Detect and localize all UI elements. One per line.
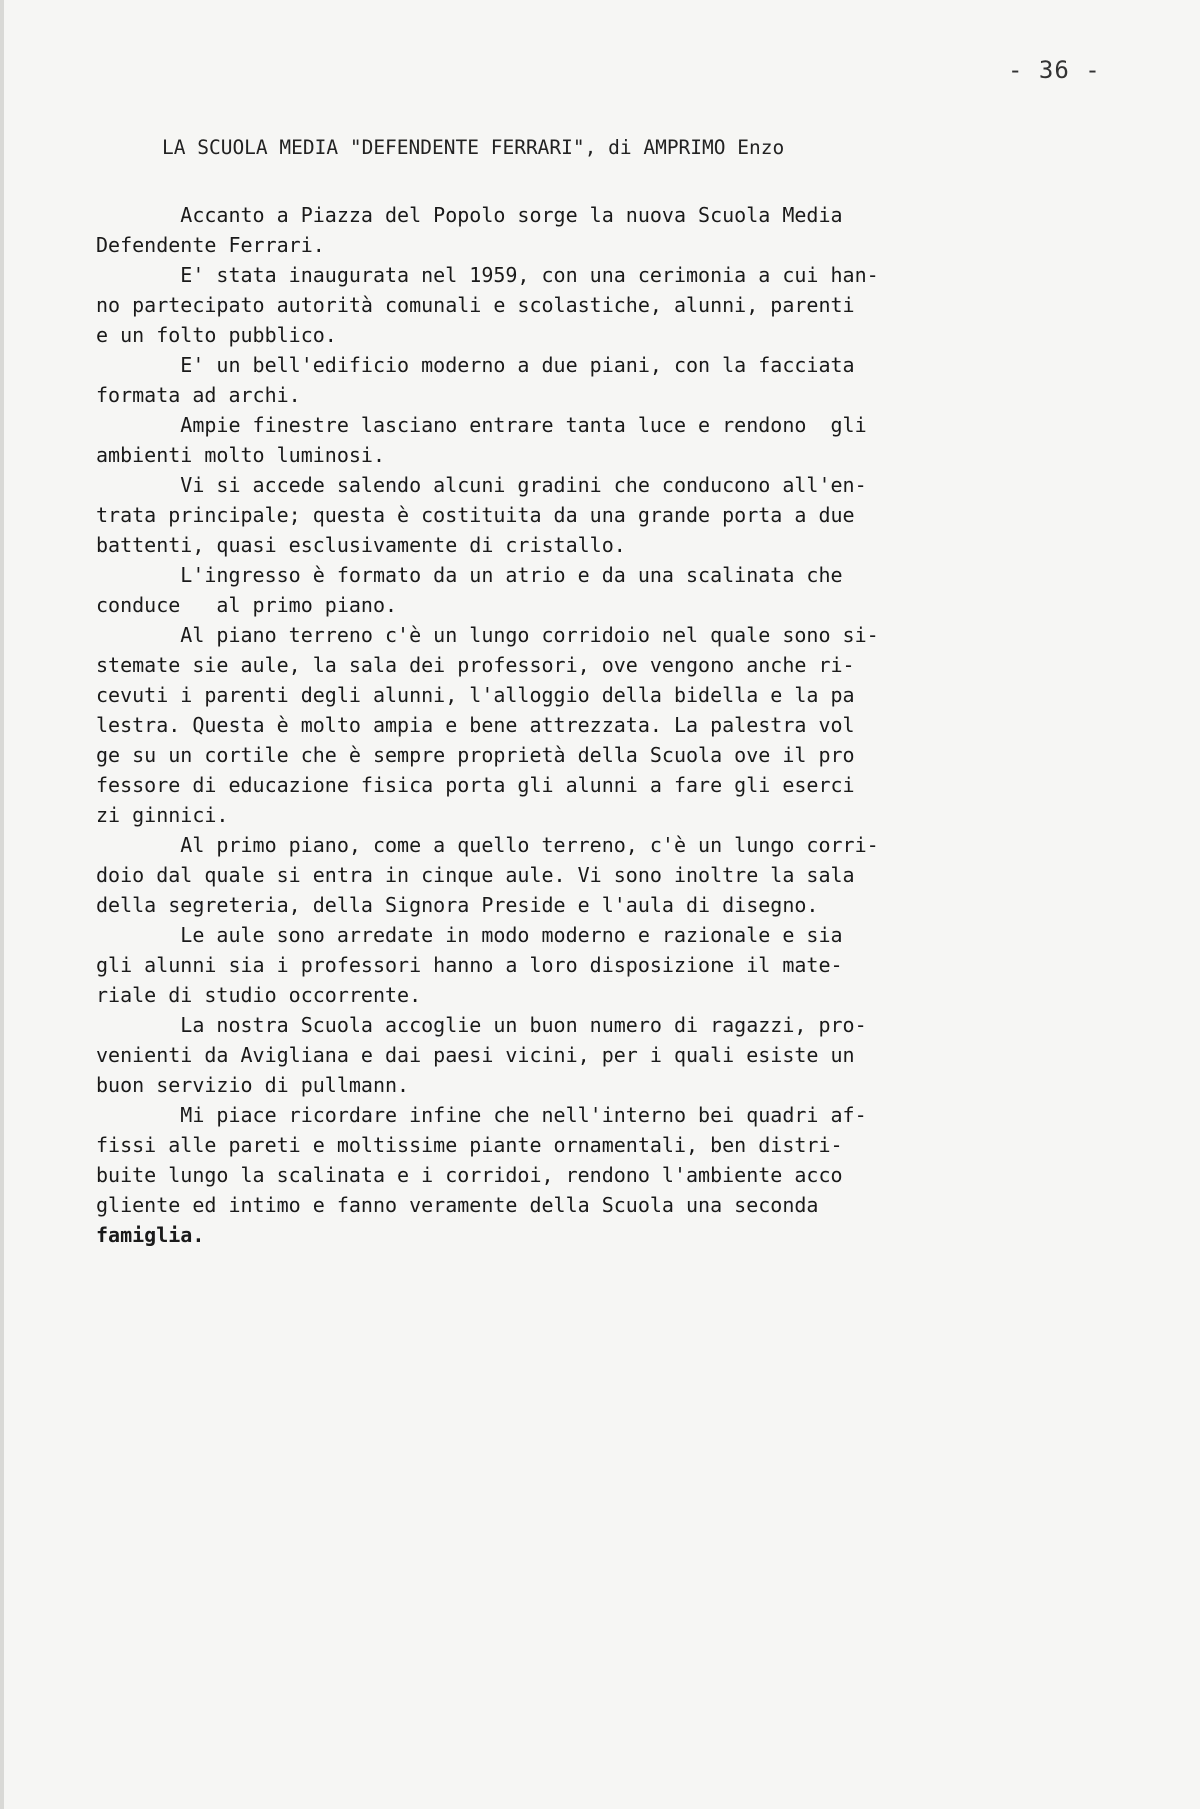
text-line: buite lungo la scalinata e i corridoi, rendono l'ambiente acco (96, 1163, 843, 1187)
body-text (96, 200, 1116, 1250)
text-line: Al primo piano, come a quello terreno, c'è un lungo corri- (96, 833, 879, 857)
text-line: L'ingresso è formato da un atrio e da una scalinata che (96, 563, 843, 587)
text-line: Mi piace ricordare infine che nell'interno bei quadri af- (96, 1103, 867, 1127)
text-line: La nostra Scuola accoglie un buon numero di ragazzi, pro- (96, 1013, 867, 1037)
text-line: trata principale; questa è costituita da una grande porta a due (96, 503, 855, 527)
text-line: riale di studio occorrente. (96, 983, 422, 1007)
text-line: battenti, quasi esclusivamente di cristallo. (96, 533, 626, 557)
text-line: lestra. Questa è molto ampia e bene attrezzata. La palestra vol (96, 713, 855, 737)
text-line: e un folto pubblico. (96, 323, 337, 347)
document-title: LA SCUOLA MEDIA "DEFENDENTE FERRARI", di AMPRIMO Enzo (162, 136, 785, 159)
text-line: stemate sie aule, la sala dei professori, ove vengono anche ri- (96, 653, 855, 677)
text-line: doio dal quale si entra in cinque aule. Vi sono inoltre la sala (96, 863, 855, 887)
text-line: ambienti molto luminosi. (96, 443, 385, 467)
text-line: E' un bell'edificio moderno a due piani, con la facciata (96, 353, 855, 377)
text-line: Defendente Ferrari. (96, 233, 325, 257)
text-line: ge su un cortile che è sempre proprietà della Scuola ove il pro (96, 743, 855, 767)
text-line: zi ginnici. (96, 803, 229, 827)
page-number: - 36 - (1008, 56, 1101, 84)
text-line: venienti da Avigliana e dai paesi vicini, per i quali esiste un (96, 1043, 855, 1067)
text-line: gliente ed intimo e fanno veramente della Scuola una seconda (96, 1193, 819, 1217)
text-line: E' stata inaugurata nel 1959, con una cerimonia a cui han- (96, 263, 879, 287)
text-line: della segreteria, della Signora Preside e l'aula di disegno. (96, 893, 819, 917)
text-line: no partecipato autorità comunali e scolastiche, alunni, parenti (96, 293, 855, 317)
text-line: Vi si accede salendo alcuni gradini che conducono all'en- (96, 473, 867, 497)
text-line: cevuti i parenti degli alunni, l'alloggio della bidella e la pa (96, 683, 855, 707)
text-line: fissi alle pareti e moltissime piante ornamentali, ben distri- (96, 1133, 843, 1157)
text-line: gli alunni sia i professori hanno a loro disposizione il mate- (96, 953, 843, 977)
text-line: Al piano terreno c'è un lungo corridoio nel quale sono si- (96, 623, 879, 647)
text-line: fessore di educazione fisica porta gli alunni a fare gli eserci (96, 773, 855, 797)
text-line: Ampie finestre lasciano entrare tanta luce e rendono gli (96, 413, 867, 437)
text-line: formata ad archi. (96, 383, 301, 407)
text-line: Le aule sono arredate in modo moderno e razionale e sia (96, 923, 843, 947)
text-line: buon servizio di pullmann. (96, 1073, 410, 1097)
text-line: Accanto a Piazza del Popolo sorge la nuova Scuola Media (96, 203, 843, 227)
text-line: famiglia. (96, 1223, 205, 1247)
text-line: conduce al primo piano. (96, 593, 398, 617)
scan-edge-mark (0, 0, 4, 1809)
